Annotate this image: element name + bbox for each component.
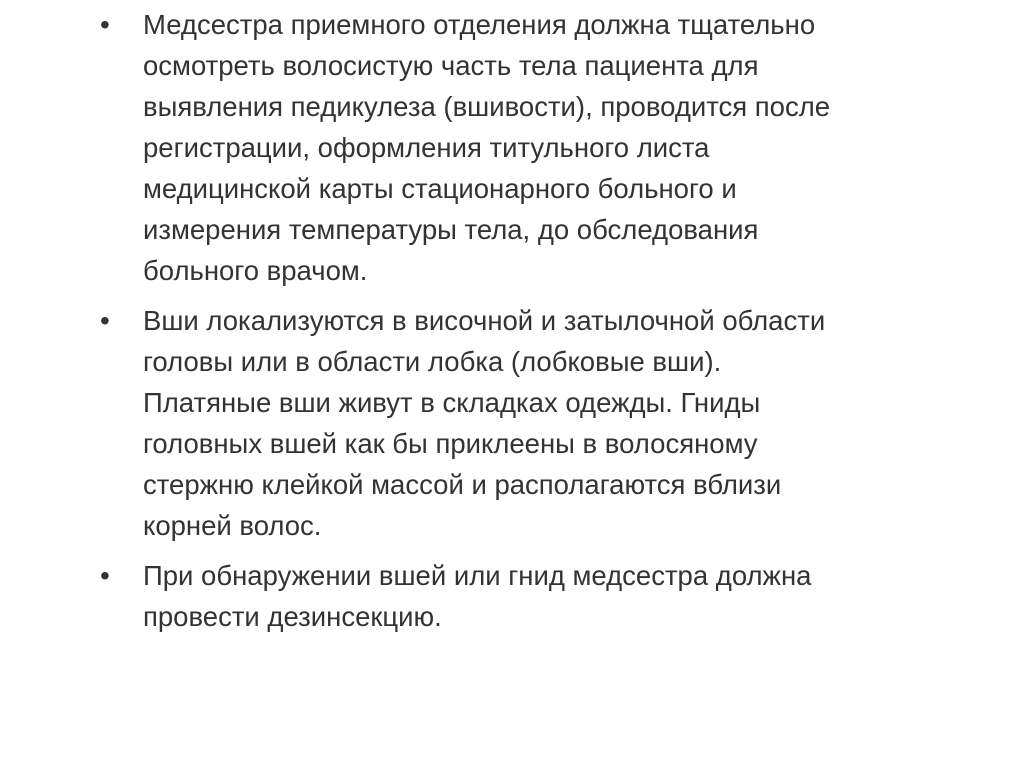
bullet-item (100, 300, 930, 546)
bullet-icon: • (100, 560, 110, 591)
bullet-item (100, 4, 930, 291)
bullet-icon: • (100, 305, 110, 336)
bullet-text: Вши локализуются в височной и затылочной области головы или в области лобка (лобковые вши). Платяные вши живут в складках одежды. Гниды головных вшей как бы приклеены в волосяному стержню клейкой массой и располагаются вблизи корней волос. (143, 305, 826, 541)
bullet-text: При обнаружении вшей или гнид медсестра должна провести дезинсекцию. (143, 560, 812, 632)
bullet-list (100, 4, 930, 646)
bullet-icon: • (100, 9, 110, 40)
bullet-text: Медсестра приемного отделения должна тщательно осмотреть волосистую часть тела пациента для выявления педикулеза (вшивости), проводится после регистрации, оформления титульного листа медицинской карты стационарного больного и измерения температуры тела, до обследования больного врачом. (143, 9, 831, 286)
bullet-item (100, 555, 930, 637)
